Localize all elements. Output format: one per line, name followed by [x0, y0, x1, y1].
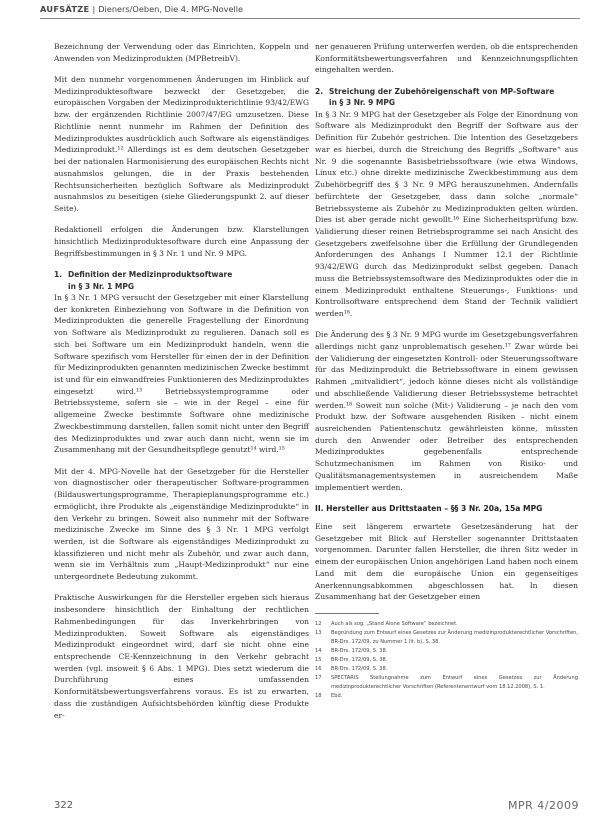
chapter-heading: II. Hersteller aus Drittstaaten – §§ 3 Nr. 20a, 15a MPG — [315, 503, 543, 513]
right-column — [315, 41, 578, 701]
running-header: AUFSÄTZE | Dieners/Oeben, Die 4. MPG-Novelle — [40, 4, 244, 14]
section-heading-1 — [54, 269, 309, 292]
paragraph: In § 3 Nr. 9 MPG hat der Gesetzgeber als Folge der Einordnung von Software als Medizinprodukt den Begriff der Software aus der Definition für Zubehör gestrichen. Die Intention des Gesetzgebers war es hierbei, durch die Streichung des Begriffs „Software“ aus Nr. 9 die sogenannte Basisbetriebssoftware (wie etwa Windows, Linux etc.) ohne direkte medizinische Zweckbestimmung aus dem Zubehörbegriff des § 3 Nr. 9 MPG herauszunehmen. Andernfalls befürchtete der Gesetzgeber, dass dann solche „normale“ Betriebssysteme als Zubehör zu Medizinprodukten gelten würden. Dies ist aber gerade nicht gewollt.¹⁶ Eine Sicherheitsprüfung bzw. Validierung dieser reinen Betriebsprogramme sei nach Ansicht des Gesetzgebers zweifelsohne über die Erfüllung der Grundlegenden Anforderungen des Anhangs I Nummer 12.1 der Richtlinie 93/42/EWG durch das Medizinprodukt selbst gegeben. Danach muss die Betriebssystemsoftware des Medizinproduktes oder die in einem Medizinprodukt enthaltene Steuerungs-, Funktions- und Kontrollsoftware entsprechend dem Stand der Technik validiert werden¹⁸. — [315, 109, 578, 318]
header-rule — [40, 18, 580, 19]
footnote-number: 12 — [315, 620, 322, 627]
footnote — [315, 692, 578, 701]
footnotes — [315, 620, 578, 701]
footnote-text: Ebd. — [331, 692, 343, 699]
paragraph: Die Änderung des § 3 Nr. 9 MPG wurde im Gesetzgebungsverfahren allerdings nicht ganz unproblematisch gesehen.¹⁷ Zwar würde bei der Validierung der eingesetzten Kontroll- oder Steuerungssoftware für das Medizinprodukt die Betriebssoftware in einem gewissen Rahmen „mitvalidiert“, jedoch könne dieses nicht als vollständige und abschließende Validierung dieser Betriebssysteme betrachtet werden.¹⁸ Soweit nun solche (Mit-) Validierung – je nach den vom Produkt bzw. der Software ausgehenden Risiken – nicht einem ausreichenden Patientenschutz gewährleisten könne, müssten durch den Anwender oder Betreiber des entsprechenden Medizinproduktes gegebenenfalls entsprechende Schutzmechanismen im Rahmen von Risiko- und Qualitätsmanagementsystemen in ausreichendem Maße implementiert werden. — [315, 330, 578, 492]
footnote-text: BR-Drs. 172/09, S. 38. — [331, 656, 388, 663]
footnote-number: 14 — [315, 647, 322, 654]
paragraph: Mit den nunmehr vorgenommenen Änderungen im Hinblick auf Medizinproduktesoftware bezweckt der Gesetzgeber, die europäischen Vorgaben der Medizinprodukterichtlinie 93/42/EWG bzw. der ergänzenden Richtlinie 2007/47/EG umzusetzen. Diese Richtlinie nennt nunmehr im Rahmen der Definition des Medizinproduktes ausdrücklich auch Software als eigenständiges Medizinprodukt.¹² Allerdings ist es dem deutschen Gesetzgeber bei der nationalen Harmonisierung des europäischen Rechts nicht ausnahmslos gelungen, die in der Praxis bestehenden Rechtsunsicherheiten bezüglich Software als Medizinprodukt ausnahmslos zu beseitigen (siehe Gliederungspunkt 2. auf dieser Seite). — [54, 75, 309, 213]
footnote — [315, 647, 578, 656]
footnote-number: 18 — [315, 692, 322, 699]
paragraph: Mit der 4. MPG-Novelle hat der Gesetzgeber für die Hersteller von diagnostischer oder therapeutischer Software-programmen (Bildauswertungsprogramme, Therapieplanungsprogramme etc.) ermöglicht, ihre Produkte als „eigenständige Medizinprodukte“ in den Verkehr zu bringen. Soweit also nunmehr mit der Software medizinische Zwecke im Sinne des § 3 Nr. 1 MPG verfolgt werden, ist die Software als eigenständiges Medizinprodukt zu klassifizieren und nicht mehr als Zubehör, und zwar auch dann, wenn sie im Verhältnis zum „Haupt-Medizinprodukt“ nur eine untergeordnete Bedeutung zukommt. — [54, 466, 309, 582]
footnote-text: BR-Drs. 172/09, S. 38. — [331, 665, 388, 672]
journal-issue: MPR 4/2009 — [508, 799, 579, 812]
footnote-number: 17 — [315, 674, 322, 681]
footnote — [315, 656, 578, 665]
footnote — [315, 665, 578, 674]
paragraph: Bezeichnung der Verwendung oder das Einrichten, Koppeln und Anwenden von Medizinprodukten (MPBetreibV). — [54, 42, 309, 63]
footnote-number: 15 — [315, 656, 322, 663]
page-number: 322 — [54, 800, 74, 811]
heading-number: 1. — [54, 270, 63, 279]
footnote — [315, 620, 578, 629]
paragraph: In § 3 Nr. 1 MPG versucht der Gesetzgeber mit einer Klarstellung der konkreten Einbeziehung von Software in die Definition von Medizinprodukten die generelle Fragestellung der Einordnung von Software als Medizinprodukt zu regulieren. Danach soll es sich bei Software um ein Medizinprodukt handeln, wenn die Software spezifisch vom Hersteller für einen der in der Definition für Medizinprodukten genannten medizinischen Zwecke bestimmt ist und für ein einwandfreies Funktionieren des Medizinproduktes eingesetzt wird.¹³ Betriebssystemprogramme oder Betriebssysteme, sofern sie – wie in der Regel – eine für allgemeine Zwecke bestimmte Software ohne medizinische Zweckbestimmung darstellen, fallen somit nicht unter den Begriff des Medizinproduktes und zwar auch dann nicht, wenn sie im Zusammenhang mit der Gesundheitspflege genutzt¹⁴ wird.¹⁵ — [54, 293, 309, 455]
paragraph: Eine seit längerem erwartete Gesetzesänderung hat der Gesetzgeber mit Blick auf Hersteller sogenannter Drittstaaten vorgenommen. Darunter fallen Hersteller, die ihren Sitz weder in einem der europäischen Union angehörigen Land haben noch einem Land mit dem die europäische Union ein gegenseitiges Anerkennungsabkommen abgeschlossen hat. In diesen Zusammenhang hat der Gesetzgeber einen — [315, 521, 578, 602]
paragraph: Praktische Auswirkungen für die Hersteller ergeben sich hieraus insbesondere hinsichtlich der Einhaltung der rechtlichen Rahmenbedingungen für das Inverkehrbringen von Medizinprodukten. Soweit Software als eigenständiges Medizinprodukt eingeordnet wird, darf sie nicht ohne eine entsprechende CE-Kennzeichnung in den Verkehr gebracht werden (vgl. insoweit § 6 Abs. 1 MPG). Dies setzt wiederum die Durchführung eines umfassenden Konformitätsbewertungsverfahrens voraus. Es ist zu erwarten, dass die zuständigen Aufsichtsbehörden künftig diese Produkte er- — [54, 593, 309, 720]
footnote-number: 13 — [315, 629, 322, 636]
header-authors: Dieners/Oeben, Die 4. MPG-Novelle — [98, 4, 244, 14]
header-section: AUFSÄTZE — [40, 4, 90, 14]
footnote — [315, 674, 578, 692]
footnote-text: Begründung zum Entwurf eines Gesetzes zur Änderung medizinprodukterechtlicher Vorschriften, BR-Drs. 172/09, zu Nummer 1 lit. b), S. 38. — [331, 629, 578, 645]
footnote-text: SPECTARIS Stellungnahme zum Entwurf eines Gesetzes zur Änderung medizinprodukterechtlicher Vorschriften (Referentenentwurf vom 18.12.2008), S. 1. — [331, 674, 578, 690]
footnote-number: 16 — [315, 665, 322, 672]
footnote-text: Auch als sog. „Stand Alone Software“ bezeichnet. — [331, 620, 458, 627]
heading-line: in § 3 Nr. 9 MPG — [329, 98, 396, 108]
footnote-rule — [315, 613, 379, 614]
heading-line: Streichung der Zubehöreigenschaft von MP-Software — [329, 86, 555, 96]
paragraph: Redaktionell erfolgen die Änderungen bzw. Klarstellungen hinsichtlich Medizinproduktesoftware durch eine Anpassung der Begriffsbestimmungen in § 3 Nr. 1 und Nr. 9 MPG. — [54, 225, 309, 258]
section-heading-2 — [315, 86, 578, 109]
footnote — [315, 629, 578, 647]
left-column — [54, 41, 309, 721]
paragraph: ner genaueren Prüfung unterwerfen werden, ob die entsprechenden Konformitätsbewertungsverfahren und Kennzeichnungspflichten eingehalten werden. — [315, 42, 578, 75]
heading-line: Definition der Medizinproduktsoftware — [68, 270, 233, 279]
heading-number: 2. — [315, 86, 324, 96]
footnote-text: BR-Drs. 172/09, S. 38. — [331, 647, 388, 654]
heading-line: in § 3 Nr. 1 MPG — [68, 281, 135, 291]
